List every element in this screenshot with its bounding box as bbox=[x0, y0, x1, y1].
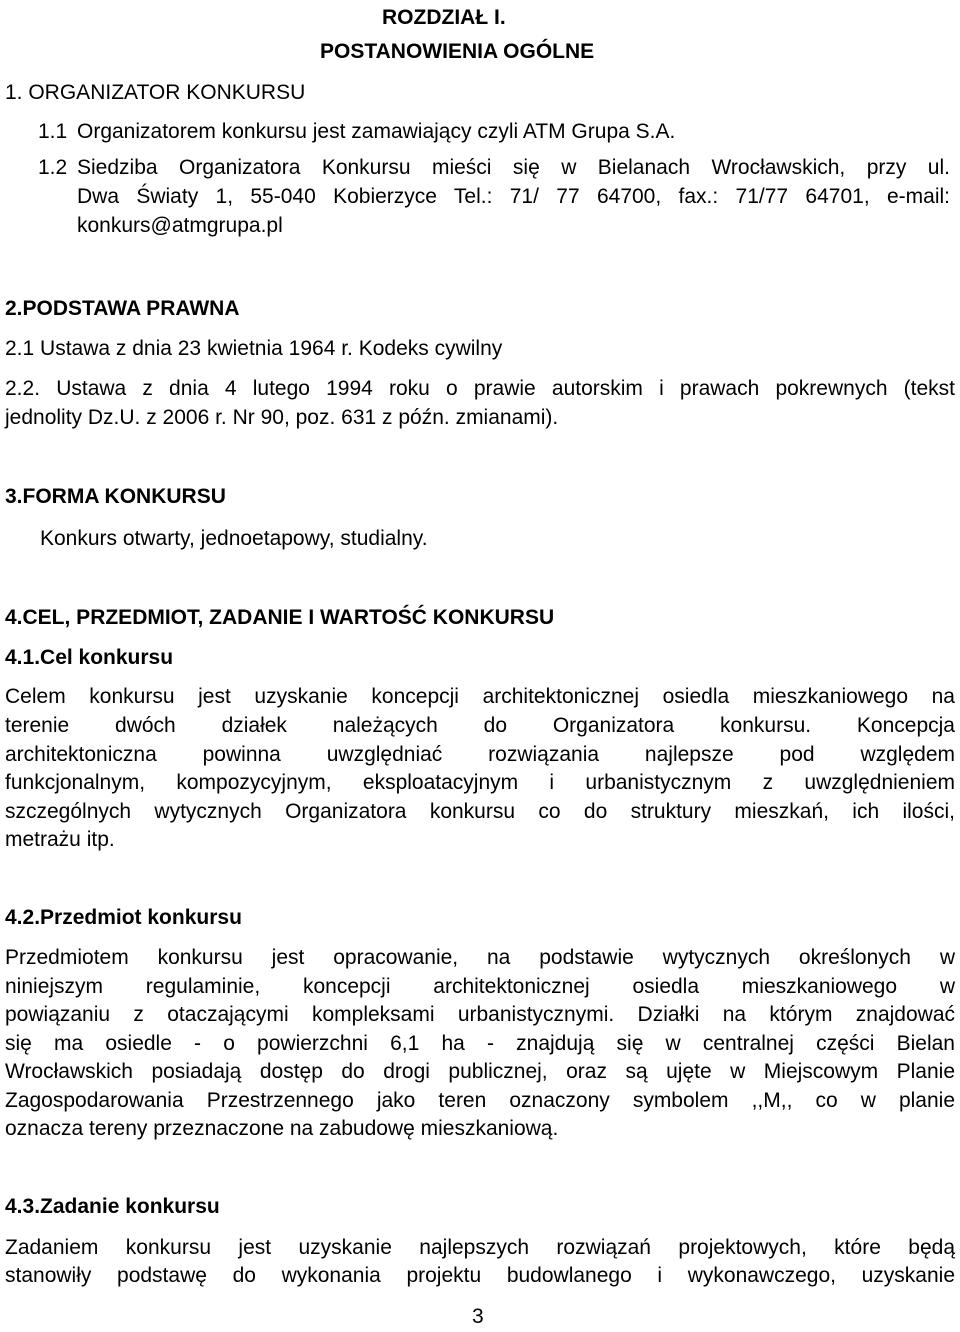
paragraph-line: stanowiły podstawę do wykonania projektu budowlanego i wykonawczego, uzyskanie bbox=[5, 1264, 955, 1287]
section-4-heading: 4.CEL, PRZEDMIOT, ZADANIE I WARTOŚĆ KONKURSU bbox=[5, 606, 555, 629]
subsection-4-2-heading: 4.2.Przedmiot konkursu bbox=[5, 906, 242, 929]
paragraph-line: Wrocławskich posiadają dostęp do drogi publicznej, oraz są ujęte w Miejscowym Planie bbox=[5, 1060, 955, 1083]
paragraph-line: Celem konkursu jest uzyskanie koncepcji architektonicznej osiedla mieszkaniowego na bbox=[5, 685, 955, 708]
paragraph-line: terenie dwóch działek należących do Organizatora konkursu. Koncepcja bbox=[5, 714, 955, 737]
paragraph-line: Zadaniem konkursu jest uzyskanie najlepszych rozwiązań projektowych, które będą bbox=[5, 1236, 955, 1259]
paragraph-line: oznacza tereny przeznaczone na zabudowę mieszkaniową. bbox=[5, 1117, 559, 1140]
item-2-1: 2.1 Ustawa z dnia 23 kwietnia 1964 r. Kodeks cywilny bbox=[5, 337, 503, 360]
chapter-subtitle: POSTANOWIENIA OGÓLNE bbox=[320, 40, 595, 63]
subsection-4-3-heading: 4.3.Zadanie konkursu bbox=[5, 1195, 220, 1218]
item-1-2-number: 1.2 bbox=[38, 156, 68, 179]
paragraph-line: architektoniczna powinna uwzględniać rozwiązania najlepsze pod względem bbox=[5, 743, 955, 766]
email-link[interactable]: konkurs@atmgrupa.pl bbox=[77, 214, 283, 237]
paragraph-line: niniejszym regulaminie, koncepcji architektonicznej osiedla mieszkaniowego w bbox=[5, 975, 955, 998]
item-2-2-line: jednolity Dz.U. z 2006 r. Nr 90, poz. 631 z późn. zmianami). bbox=[5, 406, 559, 429]
item-2-2-line: 2.2. Ustawa z dnia 4 lutego 1994 roku o prawie autorskim i prawach pokrewnych (tekst bbox=[5, 377, 955, 400]
section-1-heading: 1. ORGANIZATOR KONKURSU bbox=[5, 81, 306, 104]
paragraph-line: Zagospodarowania Przestrzennego jako teren oznaczony symbolem ,,M,, co w planie bbox=[5, 1089, 955, 1112]
chapter-title: ROZDZIAŁ I. bbox=[382, 6, 506, 29]
paragraph-line: szczególnych wytycznych Organizatora konkursu co do struktury mieszkań, ich ilości, bbox=[5, 800, 955, 823]
item-1-2-line: Siedziba Organizatora Konkursu mieści się w Bielanach Wrocławskich, przy ul. bbox=[77, 156, 950, 179]
paragraph-line: powiązaniu z otaczającymi kompleksami urbanistycznymi. Działki na którym znajdować bbox=[5, 1003, 955, 1026]
subsection-4-1-heading: 4.1.Cel konkursu bbox=[5, 646, 174, 669]
item-1-2-line: Dwa Światy 1, 55-040 Kobierzyce Tel.: 71/ 77 64700, fax.: 71/77 64701, e-mail: bbox=[77, 185, 950, 208]
item-1-1-number: 1.1 bbox=[38, 120, 68, 143]
section-3-text: Konkurs otwarty, jednoetapowy, studialny. bbox=[40, 527, 428, 550]
paragraph-line: funkcjonalnym, kompozycyjnym, eksploatacyjnym i urbanistycznym z uwzględnieniem bbox=[5, 771, 955, 794]
section-3-heading: 3.FORMA KONKURSU bbox=[5, 485, 226, 508]
paragraph-line: metrażu itp. bbox=[5, 828, 115, 851]
section-2-heading: 2.PODSTAWA PRAWNA bbox=[5, 297, 240, 320]
page-number: 3 bbox=[472, 1305, 484, 1328]
paragraph-line: się ma osiedle - o powierzchni 6,1 ha - znajdują się w centralnej części Bielan bbox=[5, 1032, 955, 1055]
item-1-1-text: Organizatorem konkursu jest zamawiający czyli ATM Grupa S.A. bbox=[77, 120, 676, 143]
paragraph-line: Przedmiotem konkursu jest opracowanie, na podstawie wytycznych określonych w bbox=[5, 946, 955, 969]
